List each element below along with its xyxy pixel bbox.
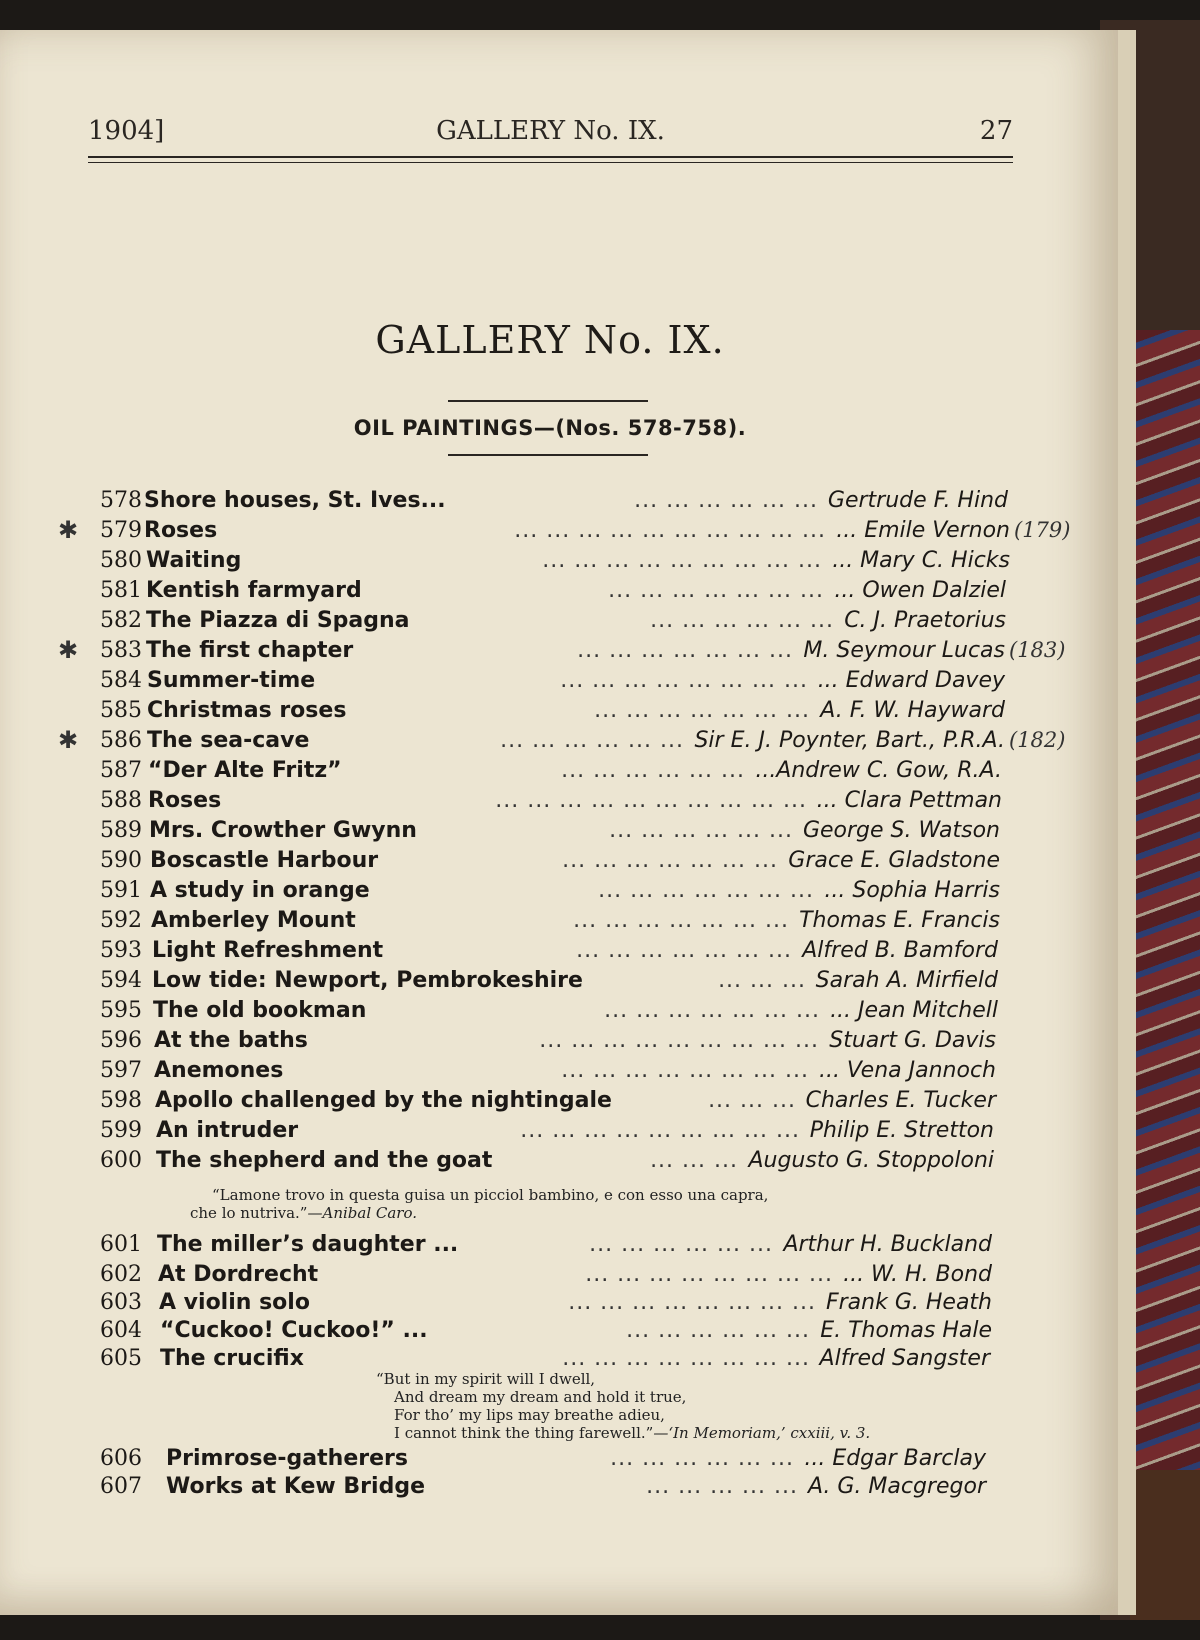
catalogue-number: 595 — [100, 998, 142, 1023]
artist-name: ... Owen Dalziel — [834, 578, 1006, 603]
handwritten-asterisk-mark: ✱ — [58, 516, 79, 544]
dot-leader: ... ... ... ... ... ... ... ... ... — [542, 548, 822, 573]
catalogue-entry — [58, 1058, 1118, 1088]
artist-name: Gertrude F. Hind — [827, 488, 1008, 513]
dot-leader: ... ... ... ... ... ... — [561, 758, 745, 783]
catalogue-number: 583 — [100, 638, 142, 663]
dot-leader: ... ... ... ... ... ... — [609, 818, 793, 843]
catalogue-number: 607 — [100, 1474, 142, 1499]
catalogue-entry — [58, 1148, 1118, 1178]
catalogue-number: 589 — [100, 818, 142, 843]
dot-leader: ... ... ... ... ... ... — [650, 608, 834, 633]
dot-leader: ... ... ... ... ... ... ... ... — [585, 1262, 833, 1287]
catalogue-number: 587 — [100, 758, 142, 783]
catalogue-number: 606 — [100, 1446, 142, 1471]
painting-title: Works at Kew Bridge — [166, 1474, 425, 1499]
artist-name: ... W. H. Bond — [843, 1262, 992, 1287]
catalogue-entry — [58, 1318, 1118, 1348]
catalogue-number: 590 — [100, 848, 142, 873]
catalogue-entry — [58, 1232, 1118, 1262]
dot-leader: ... ... ... ... ... ... — [500, 728, 684, 753]
catalogue-number: 584 — [100, 668, 142, 693]
dot-leader: ... ... ... ... ... ... ... — [604, 998, 820, 1023]
catalogue-number: 596 — [100, 1028, 142, 1053]
dot-leader: ... ... ... ... ... ... ... — [577, 638, 793, 663]
painting-title: Roses — [144, 518, 218, 543]
quote-line: And dream my dream and hold it true, — [394, 1388, 687, 1406]
artist-name: Augusto G. Stoppoloni — [748, 1148, 994, 1173]
marbled-page-edge — [1130, 330, 1200, 1470]
page-number: 27 — [979, 116, 1013, 146]
artist-name: ... Vena Jannoch — [818, 1058, 996, 1083]
catalogue-number: 578 — [100, 488, 142, 513]
dot-leader: ... ... ... ... ... ... — [610, 1446, 794, 1471]
artist-name: ... Edgar Barclay — [804, 1446, 986, 1471]
section-subtitle: OIL PAINTINGS—(Nos. 578-758). — [353, 416, 747, 440]
catalogue-number: 591 — [100, 878, 142, 903]
painting-title: The miller’s daughter ... — [157, 1232, 459, 1257]
painting-title: “Der Alte Fritz” — [148, 758, 342, 783]
dot-leader: ... ... ... ... ... ... ... — [608, 578, 824, 603]
artist-name: Alfred B. Bamford — [802, 938, 998, 963]
artist-name: C. J. Praetorius — [844, 608, 1006, 633]
artist-name: Frank G. Heath — [825, 1290, 992, 1315]
painting-title: Anemones — [154, 1058, 284, 1083]
handwritten-page-note: (179) — [1014, 518, 1071, 542]
painting-title: An intruder — [156, 1118, 299, 1143]
catalogue-entry — [58, 728, 1118, 758]
artist-name: George S. Watson — [802, 818, 1000, 843]
catalogue-number: 603 — [100, 1290, 142, 1315]
handwritten-page-note: (183) — [1009, 638, 1066, 662]
catalogue-entry — [58, 1028, 1118, 1058]
quote-line: “Lamone trovo in questa guisa un picciol bambino, e con esso una capra, — [212, 1186, 769, 1204]
quote-citation: —‘In Memoriam,’ cxxiii, v. 3. — [653, 1424, 871, 1442]
dot-leader: ... ... ... ... ... ... ... ... ... — [539, 1028, 819, 1053]
artist-name: Thomas E. Francis — [799, 908, 1000, 933]
catalogue-number: 582 — [100, 608, 142, 633]
dot-leader: ... ... ... — [708, 1088, 796, 1113]
painting-title: Summer-time — [147, 668, 316, 693]
painting-title: “Cuckoo! Cuckoo!” ... — [160, 1318, 428, 1343]
catalogue-entry — [58, 1290, 1118, 1320]
dot-leader: ... ... ... ... ... ... ... — [594, 698, 810, 723]
painting-title: The crucifix — [160, 1346, 304, 1371]
catalogue-entry — [58, 518, 1118, 548]
dot-leader: ... ... ... ... ... ... ... — [598, 878, 814, 903]
catalogue-entry — [58, 908, 1118, 938]
catalogue-entry — [58, 818, 1118, 848]
catalogue-number: 602 — [100, 1262, 142, 1287]
dot-leader: ... ... ... — [718, 968, 806, 993]
painting-title: Apollo challenged by the nightingale — [155, 1088, 612, 1113]
dot-leader: ... ... ... ... ... — [646, 1474, 798, 1499]
artist-name: Alfred Sangster — [819, 1346, 990, 1371]
catalogue-number: 597 — [100, 1058, 142, 1083]
artist-name: Philip E. Stretton — [809, 1118, 994, 1143]
dot-leader: ... ... ... ... ... ... ... ... — [560, 668, 808, 693]
catalogue-entry — [58, 788, 1118, 818]
handwritten-page-note: (182) — [1009, 728, 1066, 752]
artist-name: M. Seymour Lucas — [803, 638, 1005, 663]
catalogue-entry — [58, 1474, 1118, 1504]
catalogue-entry — [58, 488, 1118, 518]
quote-citation: —Anibal Caro. — [307, 1204, 418, 1222]
artist-name: Grace E. Gladstone — [788, 848, 1000, 873]
artist-name: ... Emile Vernon — [836, 518, 1010, 543]
painting-title: Amberley Mount — [151, 908, 356, 933]
painting-title: Boscastle Harbour — [150, 848, 379, 873]
header-rule-thin — [88, 162, 1013, 163]
dot-leader: ... ... ... ... ... ... ... ... — [568, 1290, 816, 1315]
painting-title: Mrs. Crowther Gwynn — [149, 818, 417, 843]
painting-title: The sea-cave — [147, 728, 310, 753]
artist-name: Arthur H. Buckland — [783, 1232, 992, 1257]
catalogue-number: 594 — [100, 968, 142, 993]
artist-name: ... Sophia Harris — [824, 878, 1000, 903]
artist-name: Sir E. J. Poynter, Bart., P.R.A. — [694, 728, 1005, 753]
catalogue-number: 600 — [100, 1148, 142, 1173]
artist-name: ... Mary C. Hicks — [832, 548, 1010, 573]
catalogue-entry — [58, 548, 1118, 578]
catalogue-entry — [58, 1446, 1118, 1476]
painting-title: A violin solo — [159, 1290, 310, 1315]
catalogue-entry — [58, 608, 1118, 638]
dot-leader: ... ... ... ... ... ... ... ... ... — [520, 1118, 800, 1143]
quote-line: che lo nutriva.”—Anibal Caro. — [190, 1204, 418, 1222]
artist-name: ... Edward Davey — [817, 668, 1005, 693]
dot-leader: ... ... ... ... ... ... ... ... — [562, 1346, 810, 1371]
artist-name: Stuart G. Davis — [829, 1028, 996, 1053]
catalogue-entry — [58, 1118, 1118, 1148]
catalogue-entry — [58, 1088, 1118, 1118]
painting-title: Low tide: Newport, Pembrokeshire — [152, 968, 583, 993]
dot-leader: ... ... ... — [650, 1148, 738, 1173]
book-cover-corner — [1130, 1470, 1200, 1620]
catalogue-entry — [58, 878, 1118, 908]
catalogue-number: 599 — [100, 1118, 142, 1143]
painting-title: The shepherd and the goat — [156, 1148, 493, 1173]
painting-title: Christmas roses — [147, 698, 347, 723]
painting-title: The first chapter — [146, 638, 354, 663]
painting-title: The old bookman — [153, 998, 367, 1023]
painting-title: Primrose-gatherers — [166, 1446, 408, 1471]
artist-name: Sarah A. Mirfield — [815, 968, 998, 993]
artist-name: A. F. W. Hayward — [820, 698, 1005, 723]
quote-line: For tho’ my lips may breathe adieu, — [394, 1406, 665, 1424]
catalogue-number: 601 — [100, 1232, 142, 1257]
dot-leader: ... ... ... ... ... ... ... — [573, 908, 789, 933]
catalogue-number: 585 — [100, 698, 142, 723]
artist-name: A. G. Macgregor — [807, 1474, 986, 1499]
quote-605 — [376, 1370, 870, 1442]
catalogue-entry — [58, 938, 1118, 968]
quote-600 — [190, 1186, 769, 1222]
catalogue-number: 592 — [100, 908, 142, 933]
catalogue-number: 588 — [100, 788, 142, 813]
catalogue-entry — [58, 758, 1118, 788]
artist-name: E. Thomas Hale — [820, 1318, 992, 1343]
catalogue-number: 580 — [100, 548, 142, 573]
running-header — [88, 116, 1013, 160]
dot-leader: ... ... ... ... ... ... ... — [576, 938, 792, 963]
catalogue-entry — [58, 698, 1118, 728]
header-rule — [88, 156, 1013, 158]
quote-line: I cannot think the thing farewell.”—‘In Memoriam,’ cxxiii, v. 3. — [394, 1424, 871, 1442]
painting-title: At the baths — [154, 1028, 308, 1053]
dot-leader: ... ... ... ... ... ... ... ... ... ... — [514, 518, 826, 543]
handwritten-asterisk-mark: ✱ — [58, 636, 79, 664]
catalogue-number: 579 — [100, 518, 142, 543]
subtitle-rule-bottom — [448, 454, 648, 456]
painting-title: At Dordrecht — [158, 1262, 319, 1287]
artist-name: ...Andrew C. Gow, R.A. — [755, 758, 1002, 783]
catalogue-number: 593 — [100, 938, 142, 963]
catalogue-entry — [58, 968, 1118, 998]
subtitle-rule-top — [448, 400, 648, 402]
catalogue-number: 604 — [100, 1318, 142, 1343]
catalogue-number: 581 — [100, 578, 142, 603]
dot-leader: ... ... ... ... ... ... ... ... — [561, 1058, 809, 1083]
artist-name: ... Jean Mitchell — [830, 998, 998, 1023]
catalogue-entry — [58, 1262, 1118, 1292]
catalogue-number: 598 — [100, 1088, 142, 1113]
painting-title: Kentish farmyard — [146, 578, 362, 603]
catalogue-entry — [58, 668, 1118, 698]
catalogue-entry — [58, 998, 1118, 1028]
artist-name: Charles E. Tucker — [805, 1088, 996, 1113]
header-year: 1904] — [88, 116, 165, 146]
catalogue-entry — [58, 578, 1118, 608]
quote-line: “But in my spirit will I dwell, — [376, 1370, 596, 1388]
painting-title: The Piazza di Spagna — [146, 608, 410, 633]
catalogue-entry — [58, 848, 1118, 878]
catalogue-number: 586 — [100, 728, 142, 753]
dot-leader: ... ... ... ... ... ... — [634, 488, 818, 513]
painting-title: Roses — [148, 788, 222, 813]
catalogue-entry — [58, 638, 1118, 668]
artist-name: ... Clara Pettman — [816, 788, 1002, 813]
handwritten-asterisk-mark: ✱ — [58, 726, 79, 754]
dot-leader: ... ... ... ... ... ... — [589, 1232, 773, 1257]
dot-leader: ... ... ... ... ... ... ... — [562, 848, 778, 873]
catalogue-number: 605 — [100, 1346, 142, 1371]
painting-title: Shore houses, St. Ives... — [144, 488, 446, 513]
dot-leader: ... ... ... ... ... ... ... ... ... ... — [495, 788, 807, 813]
gallery-title: GALLERY No. IX. — [375, 318, 725, 362]
painting-title: A study in orange — [150, 878, 370, 903]
dot-leader: ... ... ... ... ... ... — [626, 1318, 810, 1343]
painting-title: Waiting — [146, 548, 242, 573]
header-title: GALLERY No. IX. — [436, 116, 665, 146]
painting-title: Light Refreshment — [152, 938, 384, 963]
